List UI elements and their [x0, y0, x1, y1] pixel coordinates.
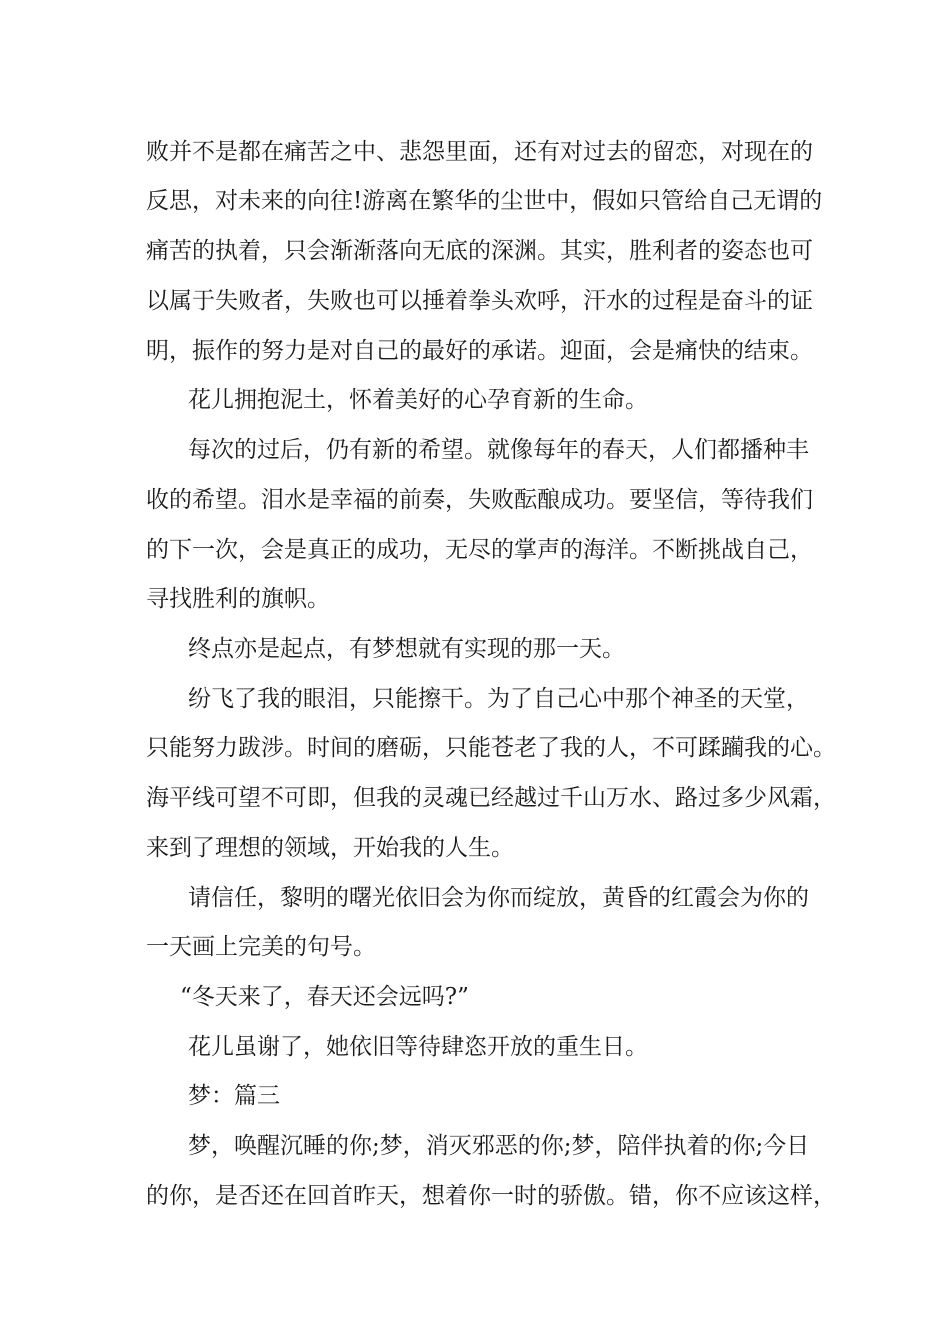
section-heading: 梦：篇三: [188, 1083, 280, 1109]
text-line: 寻找胜利的旗帜。: [146, 586, 330, 612]
paragraph-start-line: 花儿虽谢了，她依旧等待肆恣开放的重生日。: [188, 1034, 648, 1060]
text-line: 败并不是都在痛苦之中、悲怨里面，还有对过去的留恋，对现在的: [146, 139, 813, 165]
text-line: 一天画上完美的句号。: [146, 934, 376, 960]
text-line: 的你，是否还在回首昨天，想着你一时的骄傲。错，你不应该这样，: [146, 1183, 836, 1209]
paragraph-start-line: 纷飞了我的眼泪，只能擦干。为了自己心中那个神圣的天堂，: [188, 686, 809, 712]
paragraph-start-line: 梦，唤醒沉睡的你;梦，消灭邪恶的你;梦，陪伴执着的你;今日: [188, 1133, 810, 1159]
paragraph-start-line: 每次的过后，仍有新的希望。就像每年的春天，人们都播种丰: [188, 437, 809, 463]
text-line: 反思，对未来的向往!游离在繁华的尘世中，假如只管给自己无谓的: [146, 188, 823, 214]
paragraph-start-line: 请信任，黎明的曙光依旧会为你而绽放，黄昏的红霞会为你的: [188, 885, 809, 911]
text-line: 收的希望。泪水是幸福的前奏，失败酝酿成功。要坚信，等待我们: [146, 487, 813, 513]
text-line: 以属于失败者，失败也可以捶着拳头欢呼，汗水的过程是奋斗的证: [146, 288, 813, 314]
text-line: 只能努力跋涉。时间的磨砺，只能苍老了我的人，不可蹂躏我的心。: [146, 735, 836, 761]
quote-line: “冬天来了，春天还会远吗?”: [180, 984, 469, 1010]
text-line: 明，振作的努力是对自己的最好的承诺。迎面，会是痛快的结束。: [146, 338, 813, 364]
text-line: 来到了理想的领域，开始我的人生。: [146, 835, 514, 861]
text-line: 痛苦的执着，只会渐渐落向无底的深渊。其实，胜利者的姿态也可: [146, 238, 813, 264]
paragraph-start-line: 终点亦是起点，有梦想就有实现的那一天。: [188, 636, 625, 662]
paragraph-start-line: 花儿拥抱泥土，怀着美好的心孕育新的生命。: [188, 387, 648, 413]
text-line: 海平线可望不可即，但我的灵魂已经越过千山万水、路过多少风霜，: [146, 785, 836, 811]
text-line: 的下一次，会是真正的成功，无尽的掌声的海洋。不断挑战自己，: [146, 537, 813, 563]
